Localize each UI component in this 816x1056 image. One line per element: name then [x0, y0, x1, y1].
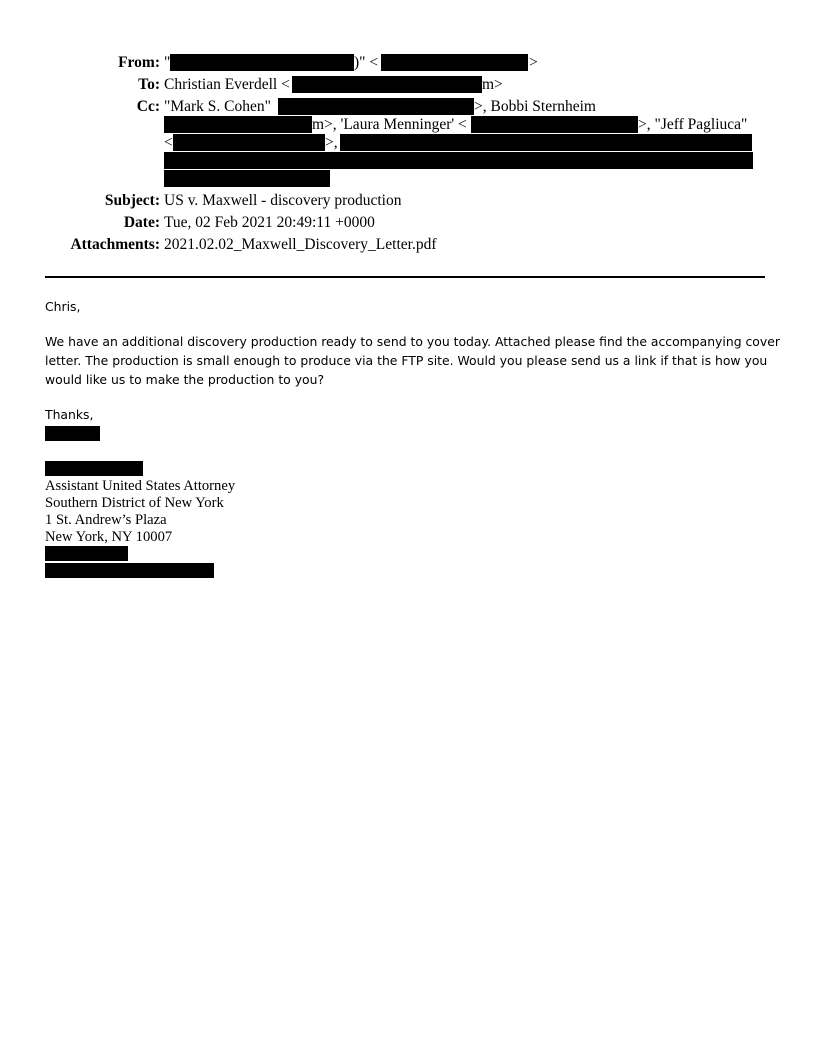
cc-line2-a: m>, 'Laura Menninger' <: [312, 116, 467, 133]
cc-row: [0, 98, 816, 188]
from-mid: )" <: [354, 54, 379, 71]
redaction-block: [164, 152, 753, 169]
redaction-block: [45, 426, 100, 441]
redaction-block: [471, 116, 638, 133]
to-tail: m>: [482, 76, 503, 93]
body-paragraph-line-3: would like us to make the production to you?: [45, 372, 325, 387]
subject-value: US v. Maxwell - discovery production: [164, 192, 402, 209]
signature-office: Southern District of New York: [45, 495, 224, 511]
redaction-block: [381, 54, 528, 71]
attachment-file-link[interactable]: 2021.02.02_Maxwell_Discovery_Letter.pdf: [164, 236, 437, 253]
cc-line3-a: <: [164, 134, 173, 151]
date-value: Tue, 02 Feb 2021 20:49:11 +0000: [164, 214, 375, 231]
body-paragraph-line-1: We have an additional discovery production ready to send to you today. Attached please find the accompanying cover: [45, 334, 780, 349]
date-row: [0, 214, 816, 232]
to-label: To:: [138, 76, 160, 93]
to-row: [0, 76, 816, 94]
from-row: [0, 54, 816, 72]
attachments-row: [0, 236, 816, 254]
cc-line2-b: >, "Jeff Pagliuca": [638, 116, 748, 133]
cc-line3-b: >,: [325, 134, 338, 151]
date-label: Date:: [123, 214, 160, 231]
closing: Thanks,: [45, 407, 94, 422]
cc-line1-b: >, Bobbi Sternheim: [474, 98, 596, 115]
redaction-block: [164, 116, 312, 133]
redaction-block: [45, 461, 143, 476]
redaction-block: [292, 76, 482, 93]
redaction-block: [173, 134, 325, 151]
attachments-label: Attachments:: [70, 236, 160, 253]
subject-row: [0, 192, 816, 210]
redaction-block: [170, 54, 354, 71]
redaction-block: [45, 563, 214, 578]
greeting: Chris,: [45, 299, 81, 314]
from-close: >: [529, 54, 538, 71]
signature-title: Assistant United States Attorney: [45, 478, 236, 494]
from-label: From:: [118, 54, 160, 71]
redaction-block: [340, 134, 752, 151]
body-paragraph-line-2: letter. The production is small enough to produce via the FTP site. Would you please send us a link if that is how you: [45, 353, 768, 368]
header-divider: [45, 276, 765, 278]
signature-city: New York, NY 10007: [45, 529, 173, 545]
redaction-block: [278, 98, 474, 115]
subject-label: Subject:: [104, 192, 160, 209]
cc-line1-a: "Mark S. Cohen": [164, 98, 271, 115]
redaction-block: [45, 546, 128, 561]
from-quote-open: ": [164, 54, 171, 71]
to-name: Christian Everdell <: [164, 76, 290, 93]
redaction-block: [164, 170, 330, 187]
signature-street: 1 St. Andrew’s Plaza: [45, 512, 167, 528]
cc-label: Cc:: [136, 98, 160, 115]
